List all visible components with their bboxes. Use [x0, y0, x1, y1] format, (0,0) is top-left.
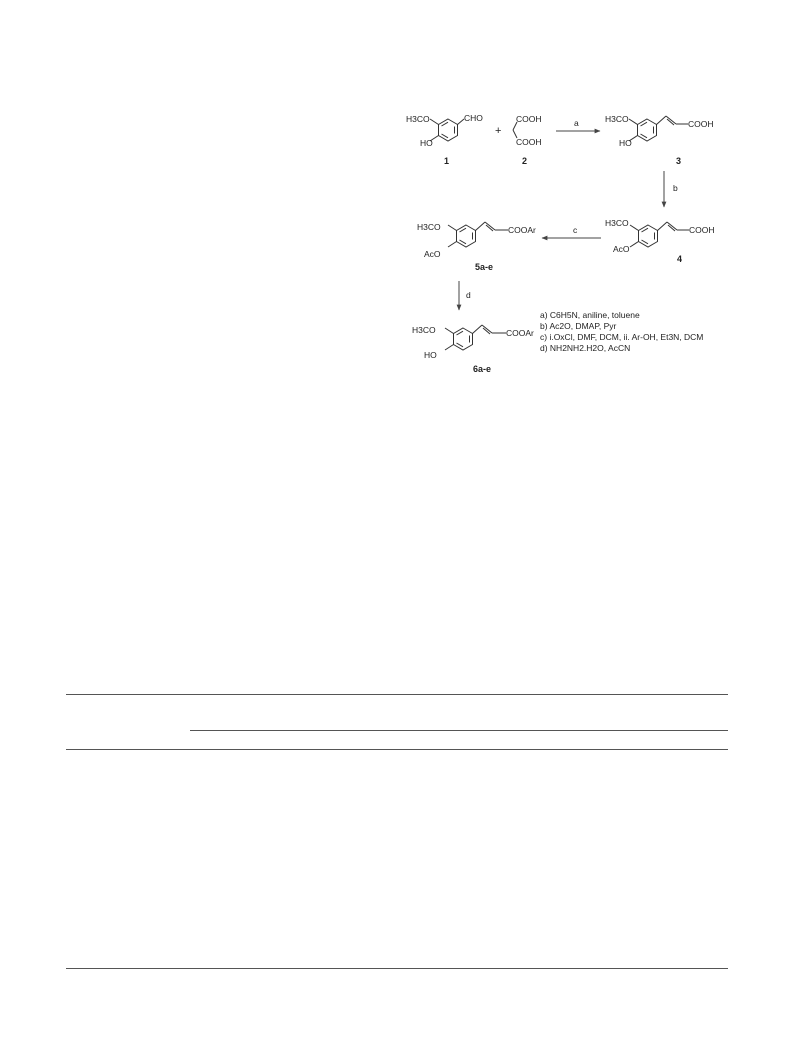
- compound-5-methoxy: H3CO: [417, 222, 441, 232]
- compound-2-acid-2: COOH: [516, 137, 542, 147]
- compound-5: [417, 222, 536, 272]
- condition-d: d) NH2NH2.H2O, AcCN: [540, 343, 631, 353]
- compound-5-ester: COOAr: [508, 225, 536, 235]
- table-top-rule: [66, 694, 728, 695]
- reaction-scheme: [400, 100, 730, 380]
- compound-6-number: 6a-e: [473, 364, 492, 374]
- compound-6-hydroxy: HO: [424, 350, 437, 360]
- compound-6: [412, 325, 534, 374]
- arrow-a-label: a: [574, 118, 579, 128]
- compound-3-acid: COOH: [688, 119, 714, 129]
- condition-c: c) i.OxCl, DMF, DCM, ii. Ar-OH, Et3N, DCM: [540, 332, 704, 342]
- table-header-rule: [66, 749, 728, 750]
- compound-5-acetoxy: AcO: [424, 249, 441, 259]
- condition-a: a) C6H5N, aniline, toluene: [540, 310, 640, 320]
- compound-4-methoxy: H3CO: [605, 218, 629, 228]
- compound-4-number: 4: [677, 254, 683, 264]
- compound-3: [605, 114, 714, 166]
- compound-1-methoxy: H3CO: [406, 114, 430, 124]
- compound-3-methoxy: H3CO: [605, 114, 629, 124]
- compound-1-number: 1: [444, 156, 450, 166]
- compound-3-hydroxy: HO: [619, 138, 632, 148]
- compound-1: [406, 113, 483, 166]
- compound-2-number: 2: [522, 156, 528, 166]
- compound-2: [513, 114, 542, 166]
- compound-6-methoxy: H3CO: [412, 325, 436, 335]
- condition-b: b) Ac2O, DMAP, Pyr: [540, 321, 617, 331]
- table-header-subrule: [190, 730, 728, 731]
- compound-6-ester: COOAr: [506, 328, 534, 338]
- compound-3-number: 3: [676, 156, 682, 166]
- compound-4-acid: COOH: [689, 225, 715, 235]
- compound-5-number: 5a-e: [475, 262, 494, 272]
- compound-1-hydroxy: HO: [420, 138, 433, 148]
- compound-1-aldehyde: CHO: [464, 113, 483, 123]
- arrow-b-label: b: [673, 183, 678, 193]
- reaction-conditions: [540, 310, 703, 353]
- arrow-d-label: d: [466, 290, 471, 300]
- plus-sign: +: [495, 125, 502, 137]
- arrow-c-label: c: [573, 225, 578, 235]
- compound-4-acetoxy: AcO: [613, 244, 630, 254]
- compound-4: [605, 218, 715, 264]
- compound-2-acid-1: COOH: [516, 114, 542, 124]
- table-bottom-rule: [66, 968, 728, 969]
